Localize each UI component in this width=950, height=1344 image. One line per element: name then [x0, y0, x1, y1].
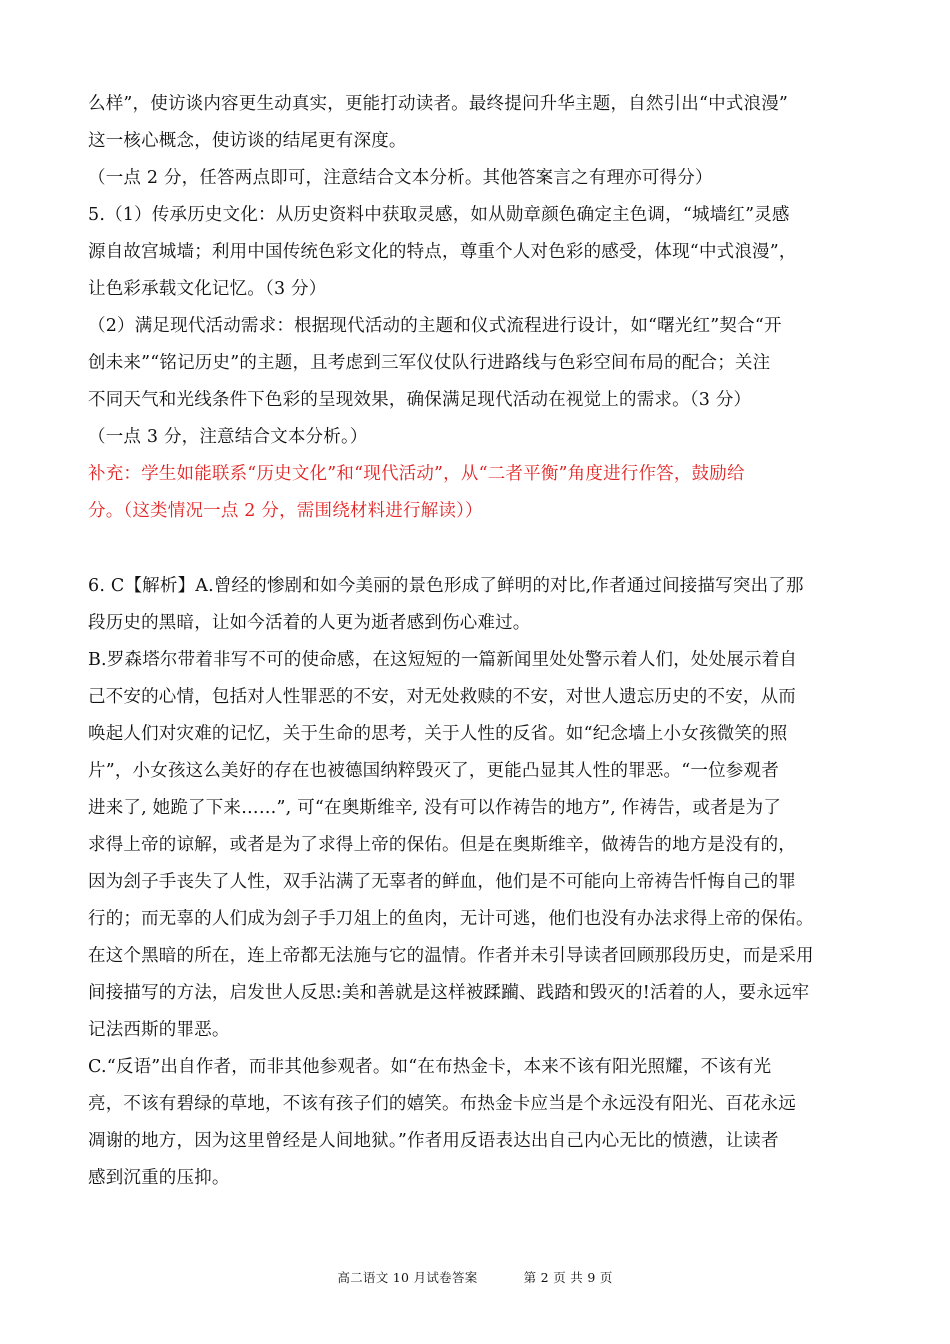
q6-line-13: 记法西斯的罪恶。: [88, 1020, 230, 1040]
q5-scoring-note: （一点 3 分，注意结合文本分析。）: [88, 427, 368, 447]
q6-line-11: 在这个黑暗的所在，连上帝都无法施与它的温情。作者并未引导读者回顾那段历史，而是采用: [88, 946, 814, 966]
q6-line-12: 间接描写的方法，启发世人反思:美和善就是这样被蹂躏、践踏和毁灭的!活着的人，要永远牢: [88, 983, 810, 1003]
q5-line-4: （2）满足现代活动需求：根据现代活动的主题和仪式流程进行设计，如“曙光红”契合“开: [88, 316, 782, 336]
q5-line-5: 创未来”“铭记历史”的主题，且考虑到三军仪仗队行进路线与色彩空间布局的配合；关注: [88, 353, 771, 373]
q6-line-5: 唤起人们对灾难的记忆，关于生命的思考，关于人性的反省。如“纪念墙上小女孩微笑的照: [88, 724, 788, 744]
q6-line-15: 亮，不该有碧绿的草地，不该有孩子们的嬉笑。布热金卡应当是个永远没有阳光、百花永远: [88, 1094, 796, 1114]
q5-line-1: 5.（1）传承历史文化：从历史资料中获取灵感，如从勋章颜色确定主色调，“城墙红”灵感: [88, 205, 790, 225]
footer-page-info: 第 2 页 共 9 页: [523, 1270, 613, 1285]
p4-line-1: 么样”，使访谈内容更生动真实，更能打动读者。最终提问升华主题，自然引出“中式浪漫”: [88, 94, 789, 114]
q5-line-2: 源自故宫城墙；利用中国传统色彩文化的特点，尊重个人对色彩的感受，体现“中式浪漫”，: [88, 242, 797, 262]
q6-line-9: 因为刽子手丧失了人性，双手沾满了无辜者的鲜血，他们是不可能向上帝祷告忏悔自己的罪: [88, 872, 796, 892]
p4-scoring-note: （一点 2 分，任答两点即可，注意结合文本分析。其他答案言之有理亦可得分）: [88, 168, 713, 188]
q6-line-2: 段历史的黑暗，让如今活着的人更为逝者感到伤心难过。: [88, 613, 531, 633]
footer-doc-title: 高二语文 10 月试卷答案: [337, 1270, 478, 1285]
q6-line-16: 凋谢的地方，因为这里曾经是人间地狱。”作者用反语表达出自己内心无比的愤懑，让读者: [88, 1131, 779, 1151]
q5-line-6: 不同天气和光线条件下色彩的呈现效果，确保满足现代活动在视觉上的需求。（3 分）: [88, 390, 752, 410]
q5-supplement-line-2: 分。（这类情况一点 2 分，需围绕材料进行解读））: [88, 501, 483, 521]
q6-line-6: 片”，小女孩这么美好的存在也被德国纳粹毁灭了，更能凸显其人性的罪恶。“一位参观者: [88, 761, 779, 781]
q6-line-17: 感到沉重的压抑。: [88, 1168, 230, 1188]
q5-supplement-line-1: 补充：学生如能联系“历史文化”和“现代活动”，从“二者平衡”角度进行作答，鼓励给: [88, 464, 745, 484]
page-footer: [0, 1268, 950, 1286]
q6-line-10: 行的；而无辜的人们成为刽子手刀俎上的鱼肉，无计可逃，他们也没有办法求得上帝的保佑。: [88, 909, 814, 929]
q6-line-7: 进来了, 她跪了下来……”, 可“在奥斯维辛, 没有可以作祷告的地方”, 作祷告，或者是为了: [88, 798, 782, 818]
q6-line-8: 求得上帝的谅解，或者是为了求得上帝的保佑。但是在奥斯维辛，做祷告的地方是没有的，: [88, 835, 796, 855]
q6-line-14: C.“反语”出自作者，而非其他参观者。如“在布热金卡，本来不该有阳光照耀，不该有光: [88, 1057, 772, 1077]
q5-line-3: 让色彩承载文化记忆。（3 分）: [88, 279, 327, 299]
q6-line-1: 6. C【解析】A.曾经的惨剧和如今美丽的景色形成了鲜明的对比,作者通过间接描写突出了那: [88, 576, 804, 596]
q6-line-3: B.罗森塔尔带着非写不可的使命感，在这短短的一篇新闻里处处警示着人们，处处展示着自: [88, 650, 798, 670]
p4-line-2: 这一核心概念，使访谈的结尾更有深度。: [88, 131, 407, 151]
q6-line-4: 己不安的心情，包括对人性罪恶的不安，对无处救赎的不安，对世人遗忘历史的不安，从而: [88, 687, 796, 707]
